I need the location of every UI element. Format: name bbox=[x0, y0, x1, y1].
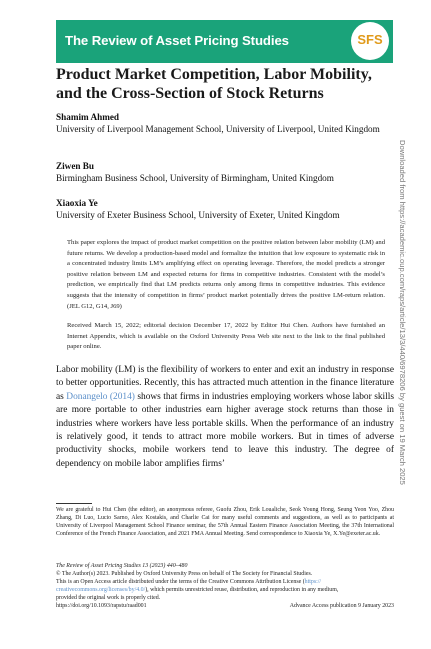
acknowledgment-footnote: We are grateful to Hui Chen (the editor), an anonymous referee, Guofu Zhou, Erik Loualiche, Seok Young Hong, Seung Yeon Yoo, Zhou Zhang, Di Luo, Lucio Sarno, Alex Kostakis, and Charlie Cai for many useful comments and suggestions, as well as to participants at University of Liverpool Management School Finance seminar, the 57th Annual Eastern Finance Association Meeting, the 37th International Conference of the French Finance Association, and 2021 FMA Annual Meeting. Send correspondence to Xiaoxia Ye, X.Ye@exeter.ac.uk. bbox=[56, 507, 394, 538]
body-text-part: Labor mobility (LM) is the flexibility of workers to enter and exit an industry in response to better opportunities. Recently, this has attracted much attention in the finance literature as bbox=[56, 365, 394, 402]
license-text: ), which permits unrestricted reuse, distribution, and reproduction in any medium, bbox=[145, 587, 339, 594]
license-text: This is an Open Access article distributed under the terms of the Creative Commons Attribution License ( bbox=[56, 579, 305, 586]
sfs-logo-text: SFS bbox=[357, 32, 383, 47]
footnote-divider bbox=[56, 503, 92, 504]
license-link[interactable]: https:// bbox=[304, 579, 322, 586]
doi-link[interactable]: https://doi.org/10.1093/rapstu/raad001 bbox=[56, 603, 147, 610]
abstract: This paper explores the impact of product market competition on the positive relation between labor mobility (LM) and future returns. We develop a production-based model and formalize the intuition that low exposure to systematic risk in a concentrated industry limits LM’s amplifying effect on operating leverage. Therefore, the model predicts a stronger positive relation between LM and expected returns for firms in competitive industries. Consistent with the model’s prediction, we empirically find that LM predicts returns only among firms in competitive industries. This evidence suggests that the intensity of competition in firms’ product market potentially drives the positive LM-return relation. (JEL G12, G14, J69) bbox=[67, 239, 385, 310]
license-text: provided the original work is properly cited. bbox=[56, 595, 161, 602]
article-title: Product Market Competition, Labor Mobility, and the Cross-Section of Stock Returns bbox=[56, 66, 372, 102]
sfs-logo bbox=[351, 22, 389, 60]
author-affiliation: University of Exeter Business School, University of Exeter, United Kingdom bbox=[56, 210, 340, 220]
citation-link[interactable]: Donangelo (2014) bbox=[66, 391, 135, 402]
author-name: Ziwen Bu bbox=[56, 161, 95, 171]
author-block-2 bbox=[56, 160, 396, 184]
journal-title: The Review of Asset Pricing Studies bbox=[65, 33, 289, 48]
author-affiliation: Birmingham Business School, University of Birmingham, United Kingdom bbox=[56, 173, 334, 183]
body-text-part: shows that firms in industries employing workers whose labor skills are more portable to other industries earn higher average stock returns than those in industries where workers have less portable skills. When the performance of an industry is relatively good, it tends to attract more mobile workers. But in times of adverse productivity shocks, mobile workers tend to leave this industry. The degree of dependency on mobile labor amplifies firms’ bbox=[56, 391, 394, 469]
publication-footer bbox=[56, 562, 394, 611]
license-line bbox=[56, 586, 394, 594]
author-affiliation: University of Liverpool Management School, University of Liverpool, United Kingdom bbox=[56, 124, 380, 134]
author-block-3 bbox=[56, 197, 396, 221]
received-note: Received March 15, 2022; editorial decision December 17, 2022 by Editor Hui Chen. Authors have furnished an Internet Appendix, which is available on the Oxford University Press Web site next to the link to the final published paper online. bbox=[67, 322, 385, 351]
author-name: Shamim Ahmed bbox=[56, 112, 120, 122]
doi-line bbox=[56, 602, 394, 610]
journal-banner bbox=[56, 20, 393, 63]
license-line bbox=[56, 578, 394, 586]
copyright-notice: © The Author(s) 2023. Published by Oxford University Press on behalf of The Society for Financial Studies. bbox=[56, 571, 313, 578]
download-watermark bbox=[398, 140, 418, 590]
author-block-1 bbox=[56, 111, 396, 135]
advance-access-date: Advance Access publication 9 January 2023 bbox=[289, 603, 394, 610]
license-link[interactable]: creativecommons.org/licenses/by/4.0/ bbox=[56, 587, 146, 594]
journal-citation: The Review of Asset Pricing Studies 13 (2023) 440–480 bbox=[56, 563, 188, 569]
body-paragraph bbox=[56, 364, 394, 471]
download-note: Downloaded from https://academic.oup.com/raps/article/13/3/440/6978206 by guest on 19 March 2025 bbox=[398, 140, 407, 485]
author-name: Xiaoxia Ye bbox=[56, 198, 98, 208]
